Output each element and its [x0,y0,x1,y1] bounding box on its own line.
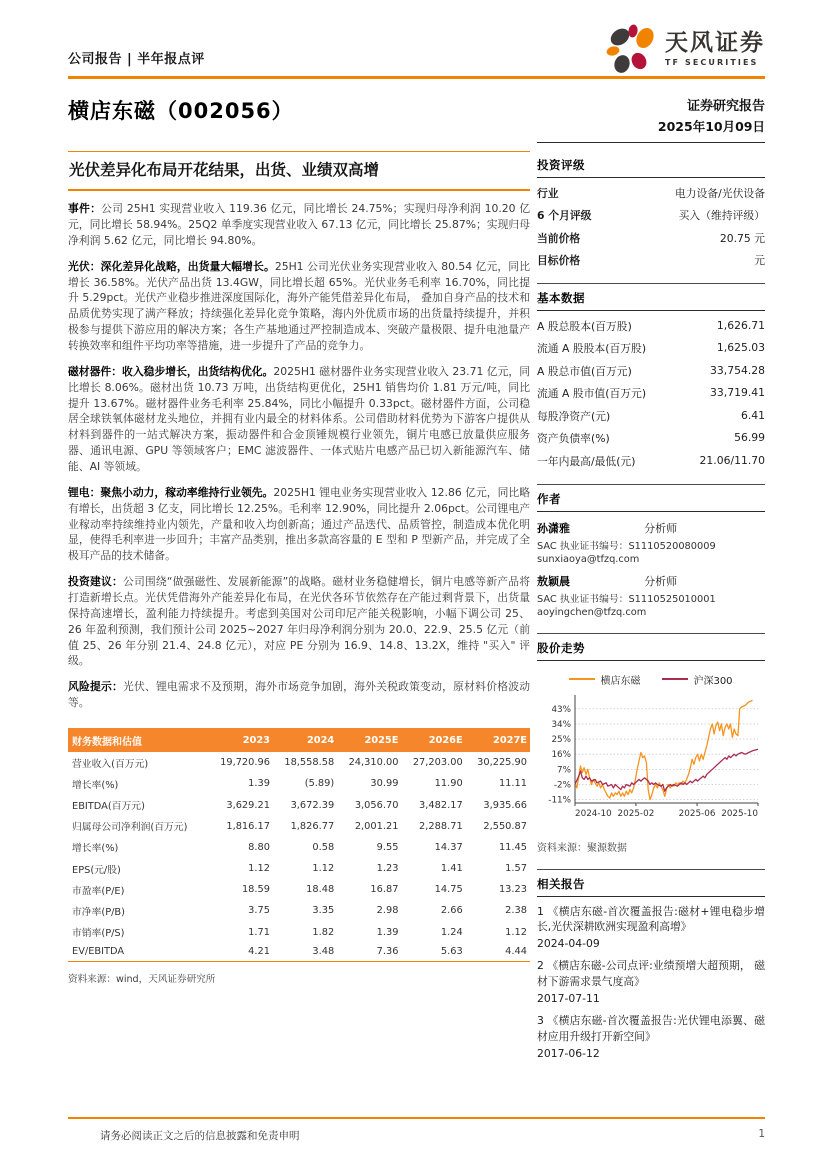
fin-table-row [68,900,530,921]
kv-label: 每股净资产(元) [537,409,611,423]
author-role: 分析师 [644,574,678,588]
fin-row-label: EPS(元/股) [72,864,121,876]
kv-value: 买入（维持评级） [678,209,765,222]
kv-value: 20.75 元 [719,231,765,245]
title-row [68,95,765,143]
related-report-date: 2024-04-09 [537,936,600,950]
fin-cell: 1.23 [376,863,399,875]
price-chart-wrap [537,691,765,830]
fin-cell: 11.45 [498,841,527,853]
kv-row [537,231,765,246]
fin-table-row [68,922,530,943]
fin-table-row [68,794,530,815]
fin-cell: 18,558.58 [284,757,335,769]
kv-row [537,253,765,268]
fin-table-row [68,773,530,794]
chart-tick-label: 25% [551,734,571,745]
report-headline: 光伏差异化布局开花结果，出货、业绩双高增 [68,151,530,191]
section-authors-title: 作者 [537,485,765,512]
fin-row-label: 市净率(P/B) [72,906,125,918]
legend-label: 横店东磁 [600,675,641,687]
fin-cell: 14.75 [434,884,463,896]
fin-cell: 3.48 [273,943,337,962]
chart-tick-label: 2024-10 [575,808,612,819]
kv-row [537,186,765,201]
related-report-item [537,904,765,952]
kv-label: 目标价格 [537,254,581,267]
related-report-title: 1 《横店东磁-首次覆盖报告:磁材+锂电稳步增长,光伏深耕欧洲实现盈利高增》 [537,904,765,934]
kv-value: 1,626.71 [716,318,765,332]
fin-cell: 3,935.66 [483,799,527,811]
paragraph: 磁材器件：收入稳步增长，出货结构优化。2025H1 磁材器件业务实现营业收入 23.71 亿元，同比增长 8.06%。磁材出货 10.73 万吨，出货结构更优化，25H1 销售均价 1.81 万元/吨，同比提升 13.67%。磁材器件业务毛利率 25.84%，同比小幅提升 0.33pct。磁材器件方面，公司稳居全球铁氧体磁材龙头地位，并拥有业内最全的材料体系。公司借助材料优势为下游客户提供从材料到器件的一站式解决方案，振动器件和合金顶锤规模行业领先，铜片电感已放量供应服务器、通讯电源、GPU 等领域客户；EMC 滤波器件、一体式贴片电感产品已切入新能源汽车、储能、AI 等领域。 [68,364,531,474]
paragraph: 风险提示：光伏、锂电需求不及预期，海外市场竞争加剧，海外关税政策变动，原材料价格波动等。 [68,680,531,710]
author-cert: SAC 执业证书编号：S1110520080009 [537,541,716,552]
fin-cell: 2,288.71 [419,820,463,832]
fin-table-row [68,879,530,900]
fin-row-label: 增长率(%) [72,779,119,791]
legend-label: 沪深300 [693,675,733,687]
author-name: 孙潇雅 [537,521,570,535]
footer-row [68,1128,765,1143]
report-meta [537,95,765,143]
price-chart [537,691,765,826]
fin-cell: 11.11 [498,778,527,790]
author-name: 敖颖晨 [537,574,570,588]
kv-row [537,454,765,469]
paragraph-lead: 锂电：聚焦小动力，稼动率维持行业领先。 [68,485,274,499]
chart-tick-label: 7% [557,764,571,775]
fin-cell: 30,225.90 [477,757,527,769]
fin-cell: 3,672.39 [290,799,335,811]
fin-table-body [68,752,530,961]
fin-cell: 1,816.17 [226,820,270,832]
sidebar [537,151,765,1061]
fin-cell: 1.41 [440,863,463,875]
page-number: 1 [758,1128,765,1140]
kv-label: 当前价格 [537,231,581,245]
chart-tick-label: 43% [551,704,571,715]
paragraph-lead: 磁材器件：收入稳步增长，出货结构优化。 [68,364,274,378]
author-card [537,573,765,618]
kv-value: 1,625.03 [716,341,765,354]
chart-tick-label: 2025-02 [617,808,655,819]
kv-row [537,409,765,424]
fin-cell: 24,310.00 [348,757,399,769]
fin-cell: 18.59 [241,884,270,896]
page-footer [68,1117,765,1143]
section-rating-title: 投资评级 [537,151,765,178]
fin-table-column-header: 2026E [401,728,465,752]
chart-source: 资料来源：聚源数据 [537,842,627,854]
related-report-item [537,958,765,1006]
report-category: 公司报告 | 半年报点评 [68,52,205,67]
kv-value: 21.06/11.70 [699,453,765,467]
fin-cell: 1.12 [505,926,527,938]
fin-cell: 2.98 [376,905,399,917]
fin-cell: 27,203.00 [412,757,463,769]
fin-row-label: 增长率(%) [72,843,119,855]
brand-name-cn: 天风证券 [665,29,765,56]
chart-legend [537,672,765,687]
section-reports-title: 相关报告 [537,870,765,897]
fin-table-head [68,728,530,752]
kv-row [537,431,765,446]
fin-cell: 8.80 [248,841,270,853]
paragraph-lead: 风险提示： [68,680,124,694]
tf-securities-flower-icon [606,24,658,74]
fin-table-row [68,816,530,837]
fin-cell: 1.12 [312,863,335,875]
fin-cell: 3.75 [248,905,270,917]
paragraph: 锂电：聚焦小动力，稼动率维持行业领先。2025H1 锂电业务实现营业收入 12.86 亿元，同比略有增长，出货超 3 亿支，同比增长 12.25%。毛利率 12.90%，同比提升 2.06pct。公司锂电产业稼动率持续维持业内领先，产量和收入均创新高；通过产品迭代、品质管控，制造成本优化明显，使得毛利率进一步回升；丰富产品类别，推出多款高容量的 E 型和 P 型新产品，并完成了全极耳产品的技术储备。 [68,485,531,563]
fin-cell: 1.71 [248,926,270,938]
fin-cell: 2.38 [505,905,527,917]
kv-value: 33,754.28 [710,363,765,377]
page-title: 横店东磁（002056） [68,99,294,123]
fin-table-row [68,858,530,879]
fin-cell: 16.87 [370,884,399,896]
author-card [537,520,765,565]
section-basic-data [537,284,765,469]
legend-item [569,672,640,687]
paragraph-lead: 投资建议： [68,575,123,589]
author-email: sunxiaoya@tfzq.com [537,553,640,565]
series-沪深300 [575,749,758,791]
brand-text [665,29,765,67]
fin-cell: 3,482.17 [419,799,463,811]
kv-label: 流通 A 股市值(百万元) [537,387,647,400]
section-price-chart [537,634,765,854]
legend-swatch [569,678,595,680]
kv-label: 一年内最高/最低(元) [537,454,636,468]
author-cert: SAC 执业证书编号：S1110525010001 [537,594,716,605]
chart-tick-label: 2025-10 [721,808,758,819]
fin-cell: 4.44 [466,943,530,962]
kv-label: 6 个月评级 [537,209,592,222]
related-report-date: 2017-07-11 [537,991,600,1005]
fin-cell: 1.82 [312,926,335,938]
basic-rows [537,319,765,469]
fin-cell: 0.58 [312,841,335,853]
kv-row [537,208,765,223]
section-rating [537,151,765,268]
rating-rows [537,186,765,269]
author-name-row [537,573,765,589]
fin-cell: 2,001.21 [354,820,399,832]
related-report-list [537,904,765,1062]
paragraph: 光伏：深化差异化战略，出货量大幅增长。25H1 公司光伏业务实现营业收入 80.54 亿元，同比增长 36.58%。光伏产品出货 13.4GW，同比增长超 65%。光伏业务毛利率 16.70%，同比提升 5.29pct。光伏产业稳步推进深度国际化，海外产能凭借差异化布局， 叠加自身产品的技术和品质优势实现了满产释放；持续强化差异化竞争策略，海内外优质市场的出货量持续提升，并积极参与提供下游应用的解决方案；各生产基地通过严控制造成本、突破产量极限、提升电池量产转换效率和组件平均功率等措施，进一步提升了产品的竞争力。 [68,259,530,353]
kv-row [537,319,765,334]
kv-value: 电力设备/光伏设备 [674,186,765,200]
brand-logo [606,24,765,74]
fin-table-header-row [68,728,530,752]
paragraph: 投资建议：公司围绕“做强磁性、发展新能源”的战略。磁材业务稳健增长，铜片电感等新产品将打造新增长点。光伏凭借海外产能差异化布局，在光伏各环节依然存在产能过剩背景下，出货量保持高速增长，盈利能力持续提升。考虑到美国对公司印尼产能关税影响，小幅下调公司 25、26 年盈利预测，我们预计公司 2025~2027 年归母净利润分别为 20.0、22.9、25.5 亿元（前值 25、26 年分别 21.4、24.8 亿元），对应 PE 分别为 16.9、14.8、13.2X，维持 "买入" 评级。 [68,575,530,668]
fin-cell: 5.63 [401,943,465,962]
paragraph-lead: 事件： [68,202,102,216]
fin-cell: 1.12 [248,863,270,875]
fin-cell: 3.35 [312,905,335,917]
kv-label: A 股总股本(百万股) [537,319,632,333]
author-email: aoyingchen@tfzq.com [537,606,647,618]
fin-cell: 1.24 [440,926,463,938]
paragraph-lead: 光伏：深化差异化战略，出货量大幅增长。 [68,259,275,273]
fin-cell: 1.39 [376,926,399,938]
section-related-reports [537,870,765,1062]
fin-row-label: EBITDA(百万元) [72,801,145,813]
fin-cell: 1.57 [505,863,527,875]
legend-swatch [662,678,688,680]
fin-cell: 2.66 [440,905,463,917]
fin-cell: 1,826.77 [290,820,335,832]
fin-table-column-header: 2025E [337,728,401,752]
kv-label: 行业 [537,186,559,200]
fin-table-column-header: 2024 [273,728,337,752]
fin-row-label: 营业收入(百万元) [72,758,149,770]
kv-label: 资产负债率(%) [537,432,610,445]
fin-table-row [68,752,530,773]
footer-divider [68,1117,765,1119]
fin-cell: 14.37 [434,841,463,853]
section-chart-title: 股价走势 [537,634,765,661]
author-list [537,520,765,618]
related-report-title: 2 《横店东磁-公司点评:业绩预增大超预期， 磁材下游需求景气度高》 [537,959,765,989]
chart-tick-label: -2% [553,779,571,790]
kv-row [537,364,765,379]
fin-row-label: 市销率(P/S) [72,928,125,940]
fin-table-row [68,943,530,962]
kv-label: 流通 A 股股本(百万股) [537,342,647,355]
fin-table-column-header: 2023 [209,728,273,752]
fin-cell: 4.21 [209,943,273,962]
fin-table [68,728,530,962]
content-columns [68,151,765,1061]
kv-value: 33,719.41 [710,386,765,399]
related-report-title: 3 《横店东磁-首次覆盖报告:光伏锂电添翼、磁材应用升级打开新空间》 [537,1014,765,1043]
chart-tick-label: 34% [551,719,571,730]
section-basic-title: 基本数据 [537,284,765,311]
report-date: 2025年10月09日 [657,119,765,134]
kv-value: 元 [754,254,765,267]
kv-value: 56.99 [734,431,765,444]
fin-cell: 1.39 [248,778,270,790]
fin-table-source: 资料来源：wind，天风证券研究所 [68,973,216,985]
fin-cell: 30.99 [370,778,399,790]
fin-cell: 3,629.21 [226,799,270,811]
fin-cell: 13.23 [498,884,527,896]
main-column [68,151,530,1061]
header-divider [68,76,765,79]
kv-row [537,341,765,356]
author-role: 分析师 [644,521,678,535]
chart-tick-label: -11% [548,795,571,806]
fin-cell: 11.90 [434,778,463,790]
kv-row [537,386,765,401]
brand-name-en: TF SECURITIES [665,57,759,67]
fin-table-title: 财务数据和估值 [68,728,209,752]
report-type-label: 证券研究报告 [686,99,765,114]
fin-cell: 7.36 [337,943,401,962]
fin-row-label: 归属母公司净利润(百万元) [72,822,188,834]
fin-cell: 18.48 [306,884,335,896]
paragraph: 事件：公司 25H1 实现营业收入 119.36 亿元，同比增长 24.75%；实现归母净利润 10.20 亿元，同比增长 58.94%。25Q2 单季度实现营业收入 67.13 亿元，同比增长 25.87%；实现归母净利润 5.62 亿元，同比增长 94.80%。 [68,202,530,247]
chart-tick-label: 2025-06 [678,808,716,819]
fin-cell: 2,550.87 [483,820,527,832]
related-report-date: 2017-06-12 [537,1046,600,1060]
footer-disclaimer: 请务必阅读正文之后的信息披露和免责申明 [100,1130,300,1142]
kv-label: A 股总市值(百万元) [537,364,632,378]
fin-table-column-header: 2027E [466,728,530,752]
fin-cell: (5.89) [304,778,335,790]
related-report-item [537,1013,765,1061]
fin-row-label: 市盈率(P/E) [72,885,125,897]
page-header [68,0,765,74]
fin-cell: 3,056.70 [354,799,399,811]
legend-item [662,672,732,687]
fin-cell: 19,720.96 [220,757,270,769]
fin-row-label: EV/EBITDA [68,943,209,962]
kv-value: 6.41 [740,408,765,422]
author-name-row [537,520,765,536]
chart-tick-label: 16% [551,749,571,760]
body-paragraphs [68,201,530,711]
fin-cell: 9.55 [376,841,399,853]
fin-table-row [68,837,530,858]
section-authors [537,485,765,618]
